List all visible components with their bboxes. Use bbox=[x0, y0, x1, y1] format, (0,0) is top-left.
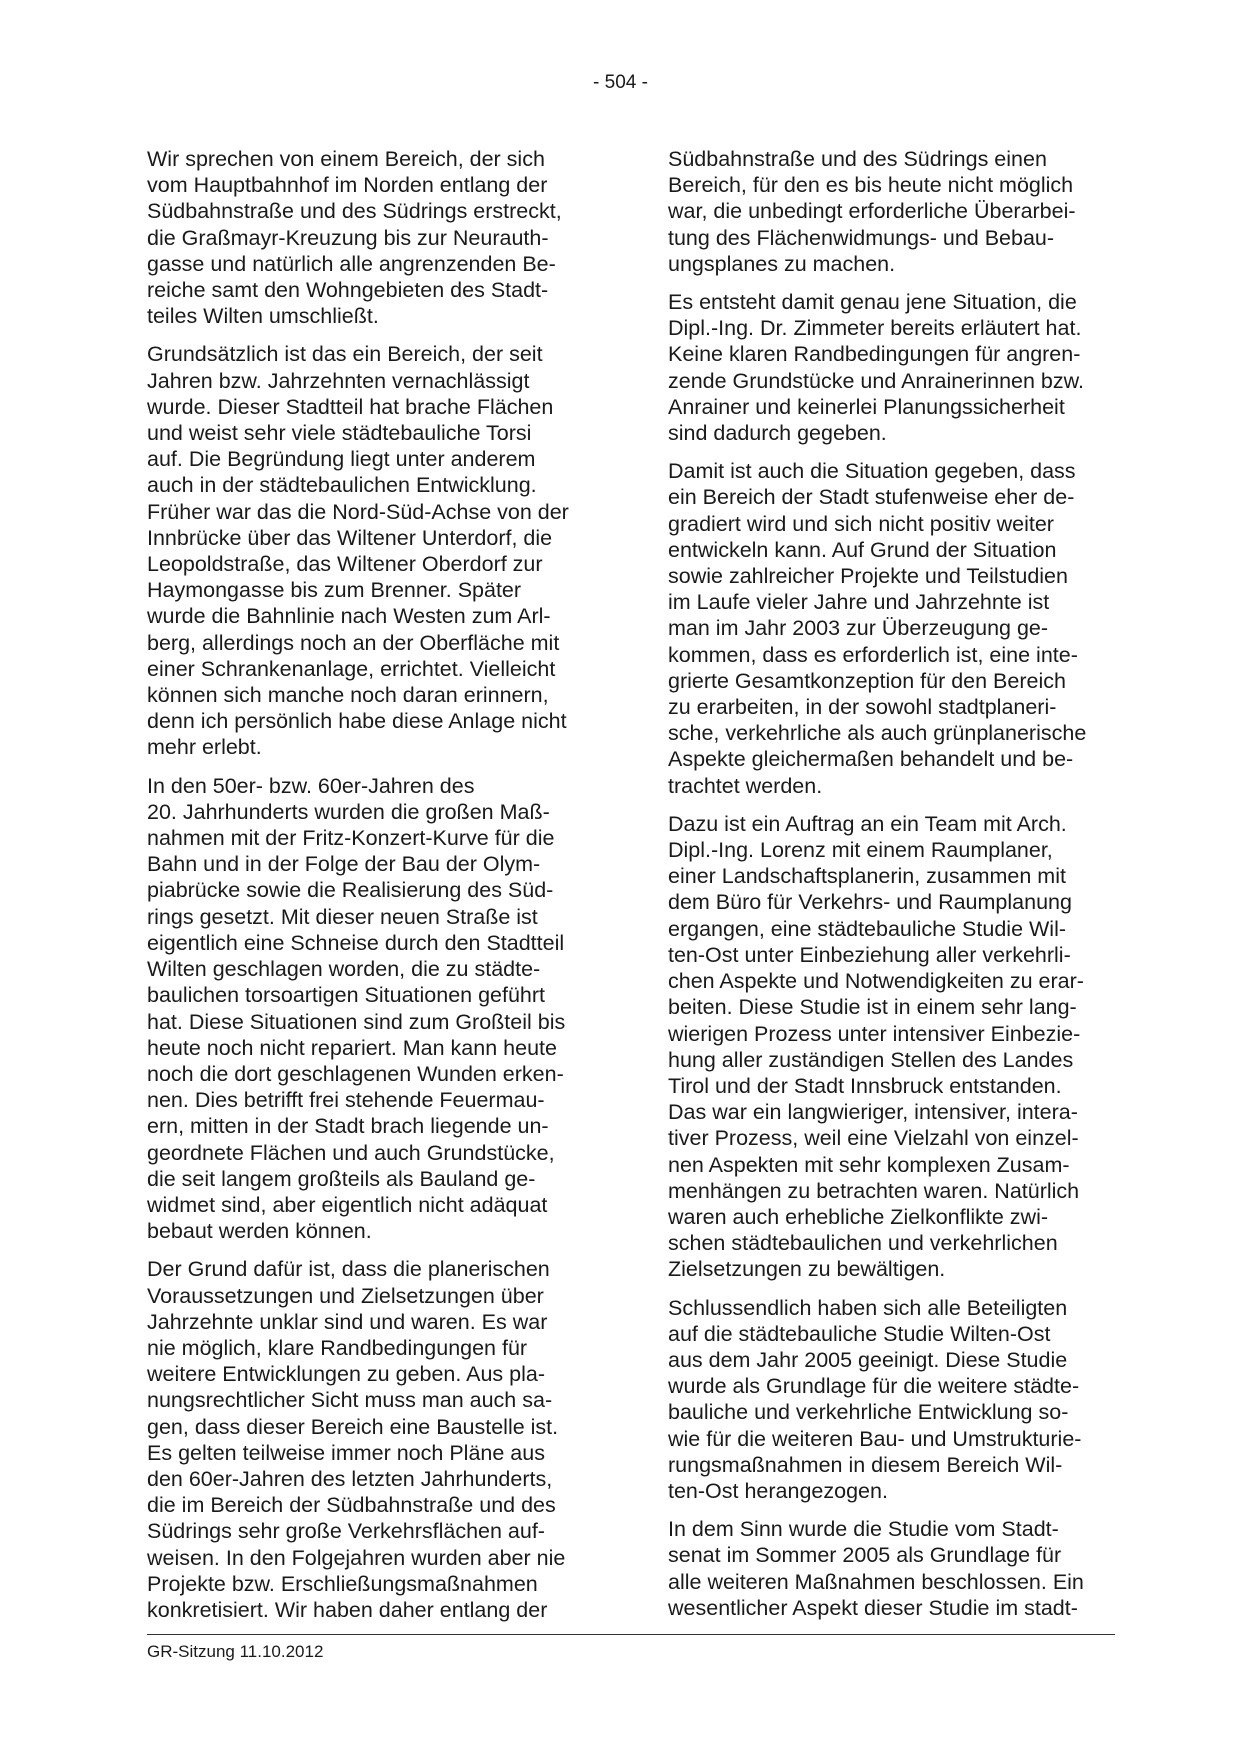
paragraph bbox=[147, 1256, 597, 1623]
text-line: Wilten geschlagen worden, die zu städte- bbox=[147, 957, 541, 982]
text-line: Innbrücke über das Wiltener Unterdorf, die bbox=[147, 525, 553, 550]
footer-session-date: GR-Sitzung 11.10.2012 bbox=[147, 1642, 324, 1661]
text-line: Früher war das die Nord-Süd-Achse von der bbox=[147, 499, 569, 524]
text-line: waren auch erhebliche Zielkonflikte zwi- bbox=[668, 1204, 1049, 1229]
text-line: bauliche und verkehrliche Entwicklung so- bbox=[668, 1400, 1069, 1425]
text-line: eigentlich eine Schneise durch den Stadtteil bbox=[147, 930, 565, 955]
text-line: denn ich persönlich habe diese Anlage nicht bbox=[147, 709, 567, 734]
text-line: einer Landschaftsplanerin, zusammen mit bbox=[668, 864, 1066, 889]
text-line: nen. Dies betrifft frei stehende Feuermau- bbox=[147, 1088, 545, 1113]
paragraph bbox=[668, 1295, 1118, 1505]
text-line: menhängen zu betrachten waren. Natürlich bbox=[668, 1178, 1080, 1203]
paragraph bbox=[147, 146, 597, 329]
text-line: rings gesetzt. Mit dieser neuen Straße ist bbox=[147, 904, 538, 929]
text-line: nen Aspekten mit sehr komplexen Zusam- bbox=[668, 1152, 1070, 1177]
text-line: wierigen Prozess unter intensiver Einbezie- bbox=[668, 1021, 1081, 1046]
text-line: Das war ein langwieriger, intensiver, intera- bbox=[668, 1100, 1078, 1125]
text-line: geordnete Flächen und auch Grundstücke, bbox=[147, 1140, 555, 1165]
text-line: im Laufe vieler Jahre und Jahrzehnte ist bbox=[668, 590, 1050, 615]
text-line: In dem Sinn wurde die Studie vom Stadt- bbox=[668, 1517, 1059, 1542]
text-line: Zielsetzungen zu bewältigen. bbox=[668, 1257, 946, 1282]
paragraph bbox=[668, 1516, 1118, 1621]
text-line: rungsmaßnahmen in diesem Bereich Wil- bbox=[668, 1452, 1063, 1477]
text-line: In den 50er- bzw. 60er-Jahren des bbox=[147, 773, 475, 798]
text-line: Leopoldstraße, das Wiltener Oberdorf zur bbox=[147, 552, 543, 577]
text-line: Dipl.-Ing. Lorenz mit einem Raumplaner, bbox=[668, 838, 1053, 863]
text-line: senat im Sommer 2005 als Grundlage für bbox=[668, 1543, 1062, 1568]
text-line: chen Aspekte und Notwendigkeiten zu erar- bbox=[668, 969, 1084, 994]
text-line: Es gelten teilweise immer noch Pläne aus bbox=[147, 1440, 545, 1465]
text-line: ern, mitten in der Stadt brach liegende un- bbox=[147, 1114, 549, 1139]
text-line: Wir sprechen von einem Bereich, der sich bbox=[147, 147, 545, 171]
text-line: auf die städtebauliche Studie Wilten-Ost bbox=[668, 1321, 1051, 1346]
text-line: und weist sehr viele städtebauliche Torsi bbox=[147, 421, 532, 446]
text-line: Schlussendlich haben sich alle Beteiligten bbox=[668, 1295, 1068, 1320]
text-line: die Graßmayr-Kreuzung bis zur Neurauth- bbox=[147, 225, 549, 250]
text-line: Dazu ist ein Auftrag an ein Team mit Arch. bbox=[668, 811, 1067, 836]
text-line: schen städtebaulichen und verkehrlichen bbox=[668, 1231, 1058, 1256]
text-line: zu erarbeiten, in der sowohl stadtplaneri- bbox=[668, 695, 1057, 720]
text-line: Anrainer und keinerlei Planungssicherheit bbox=[668, 394, 1065, 419]
text-line: Es entsteht damit genau jene Situation, die bbox=[668, 290, 1077, 315]
text-line: wurde als Grundlage für die weitere städte- bbox=[668, 1374, 1080, 1399]
text-line: sind dadurch gegeben. bbox=[668, 421, 887, 446]
text-line: Bahn und in der Folge der Bau der Olym- bbox=[147, 852, 541, 877]
text-line: teiles Wilten umschließt. bbox=[147, 304, 379, 329]
paragraph bbox=[147, 773, 597, 1245]
text-line: Südbahnstraße und des Südrings erstreckt, bbox=[147, 199, 562, 224]
text-line: ungsplanes zu machen. bbox=[668, 251, 896, 276]
text-line: nungsrechtlicher Sicht muss man auch sa- bbox=[147, 1388, 553, 1413]
text-line: entwickeln kann. Auf Grund der Situation bbox=[668, 537, 1057, 562]
text-line: widmet sind, aber eigentlich nicht adäquat bbox=[147, 1192, 548, 1217]
text-line: einer Schrankenanlage, errichtet. Vielleicht bbox=[147, 656, 556, 681]
text-line: trachtet werden. bbox=[668, 773, 823, 798]
text-line: Haymongasse bis zum Brenner. Später bbox=[147, 578, 522, 603]
text-line: sowie zahlreicher Projekte und Teilstudien bbox=[668, 564, 1068, 589]
paragraph bbox=[668, 458, 1118, 799]
text-line: Südbahnstraße und des Südrings einen bbox=[668, 147, 1047, 171]
text-line: gen, dass dieser Bereich eine Baustelle ist. bbox=[147, 1414, 559, 1439]
text-line: dem Büro für Verkehrs- und Raumplanung bbox=[668, 890, 1072, 915]
text-line: heute noch nicht repariert. Man kann heute bbox=[147, 1035, 557, 1060]
text-line: die seit langem großteils als Bauland ge- bbox=[147, 1166, 536, 1191]
text-line: aus dem Jahr 2005 geeinigt. Diese Studie bbox=[668, 1347, 1068, 1372]
text-line: berg, allerdings noch an der Oberfläche mit bbox=[147, 630, 560, 655]
paragraph bbox=[668, 811, 1118, 1283]
text-line: hung aller zuständigen Stellen des Landes bbox=[668, 1047, 1074, 1072]
text-line: den 60er-Jahren des letzten Jahrhunderts, bbox=[147, 1466, 553, 1491]
text-line: beiten. Diese Studie ist in einem sehr lang- bbox=[668, 995, 1077, 1020]
text-line: zende Grundstücke und Anrainerinnen bzw. bbox=[668, 368, 1084, 393]
text-line: Projekte bzw. Erschließungsmaßnahmen bbox=[147, 1571, 538, 1596]
text-line: wesentlicher Aspekt dieser Studie im stadt- bbox=[668, 1595, 1078, 1620]
text-line: Damit ist auch die Situation gegeben, dass bbox=[668, 459, 1076, 484]
text-line: Dipl.-Ing. Dr. Zimmeter bereits erläutert hat. bbox=[668, 316, 1082, 341]
text-line: wurde die Bahnlinie nach Westen zum Arl- bbox=[147, 604, 551, 629]
text-line: nie möglich, klare Randbedingungen für bbox=[147, 1335, 528, 1360]
text-line: können sich manche noch daran erinnern, bbox=[147, 683, 549, 708]
text-line: sche, verkehrliche als auch grünplanerische bbox=[668, 721, 1087, 746]
text-line: Grundsätzlich ist das ein Bereich, der seit bbox=[147, 342, 543, 367]
footer-divider bbox=[147, 1634, 1115, 1635]
text-line: Bereich, für den es bis heute nicht möglich bbox=[668, 173, 1074, 198]
text-line: hat. Diese Situationen sind zum Großteil bis bbox=[147, 1009, 566, 1034]
text-line: Tirol und der Stadt Innsbruck entstanden. bbox=[668, 1073, 1062, 1098]
text-line: nahmen mit der Fritz-Konzert-Kurve für die bbox=[147, 826, 555, 851]
text-line: reiche samt den Wohngebieten des Stadt- bbox=[147, 278, 549, 303]
text-column-left bbox=[147, 146, 597, 1635]
text-column-right bbox=[668, 146, 1118, 1633]
text-line: die im Bereich der Südbahnstraße und des bbox=[147, 1493, 556, 1518]
text-line: weisen. In den Folgejahren wurden aber nie bbox=[147, 1545, 566, 1570]
text-line: alle weiteren Maßnahmen beschlossen. Ein bbox=[668, 1569, 1084, 1594]
text-line: grierte Gesamtkonzeption für den Bereich bbox=[668, 668, 1066, 693]
text-line: bebaut werden können. bbox=[147, 1219, 372, 1244]
text-line: Der Grund dafür ist, dass die planerischen bbox=[147, 1257, 550, 1282]
text-line: auch in der städtebaulichen Entwicklung. bbox=[147, 473, 537, 498]
text-line: ten-Ost herangezogen. bbox=[668, 1478, 888, 1503]
text-line: man im Jahr 2003 zur Überzeugung ge- bbox=[668, 616, 1049, 641]
text-line: gasse und natürlich alle angrenzenden Be- bbox=[147, 251, 556, 276]
text-line: noch die dort geschlagenen Wunden erken- bbox=[147, 1061, 564, 1086]
text-line: tung des Flächenwidmungs- und Bebau- bbox=[668, 225, 1055, 250]
text-line: Voraussetzungen und Zielsetzungen über bbox=[147, 1283, 544, 1308]
text-line: wie für die weiteren Bau- und Umstrukturie- bbox=[668, 1426, 1082, 1451]
text-line: Keine klaren Randbedingungen für angren- bbox=[668, 342, 1081, 367]
text-line: 20. Jahrhunderts wurden die großen Maß- bbox=[147, 799, 550, 824]
paragraph bbox=[668, 146, 1118, 277]
text-line: kommen, dass es erforderlich ist, eine inte- bbox=[668, 642, 1078, 667]
text-line: tiver Prozess, weil eine Vielzahl von einzel- bbox=[668, 1126, 1079, 1151]
paragraph bbox=[668, 289, 1118, 446]
text-line: baulichen torsoartigen Situationen geführt bbox=[147, 983, 546, 1008]
text-line: ein Bereich der Stadt stufenweise eher de- bbox=[668, 485, 1075, 510]
page-number: - 504 - bbox=[593, 72, 648, 93]
text-line: konkretisiert. Wir haben daher entlang der bbox=[147, 1597, 548, 1622]
text-line: vom Hauptbahnhof im Norden entlang der bbox=[147, 173, 548, 198]
text-line: Jahren bzw. Jahrzehnten vernachlässigt bbox=[147, 368, 530, 393]
text-line: Südrings sehr große Verkehrsflächen auf- bbox=[147, 1519, 545, 1544]
text-line: mehr erlebt. bbox=[147, 735, 262, 760]
text-line: ten-Ost unter Einbeziehung aller verkehrli- bbox=[668, 942, 1071, 967]
paragraph bbox=[147, 341, 597, 760]
text-line: gradiert wird und sich nicht positiv weiter bbox=[668, 511, 1054, 536]
text-line: auf. Die Begründung liegt unter anderem bbox=[147, 447, 536, 472]
text-line: piabrücke sowie die Realisierung des Süd- bbox=[147, 878, 554, 903]
text-line: Jahrzehnte unklar sind und waren. Es war bbox=[147, 1309, 548, 1334]
text-line: war, die unbedingt erforderliche Überarbei- bbox=[668, 199, 1076, 224]
text-line: Aspekte gleichermaßen behandelt und be- bbox=[668, 747, 1074, 772]
text-line: wurde. Dieser Stadtteil hat brache Flächen bbox=[147, 394, 554, 419]
text-line: ergangen, eine städtebauliche Studie Wil- bbox=[668, 916, 1067, 941]
text-line: weitere Entwicklungen zu geben. Aus pla- bbox=[147, 1362, 545, 1387]
